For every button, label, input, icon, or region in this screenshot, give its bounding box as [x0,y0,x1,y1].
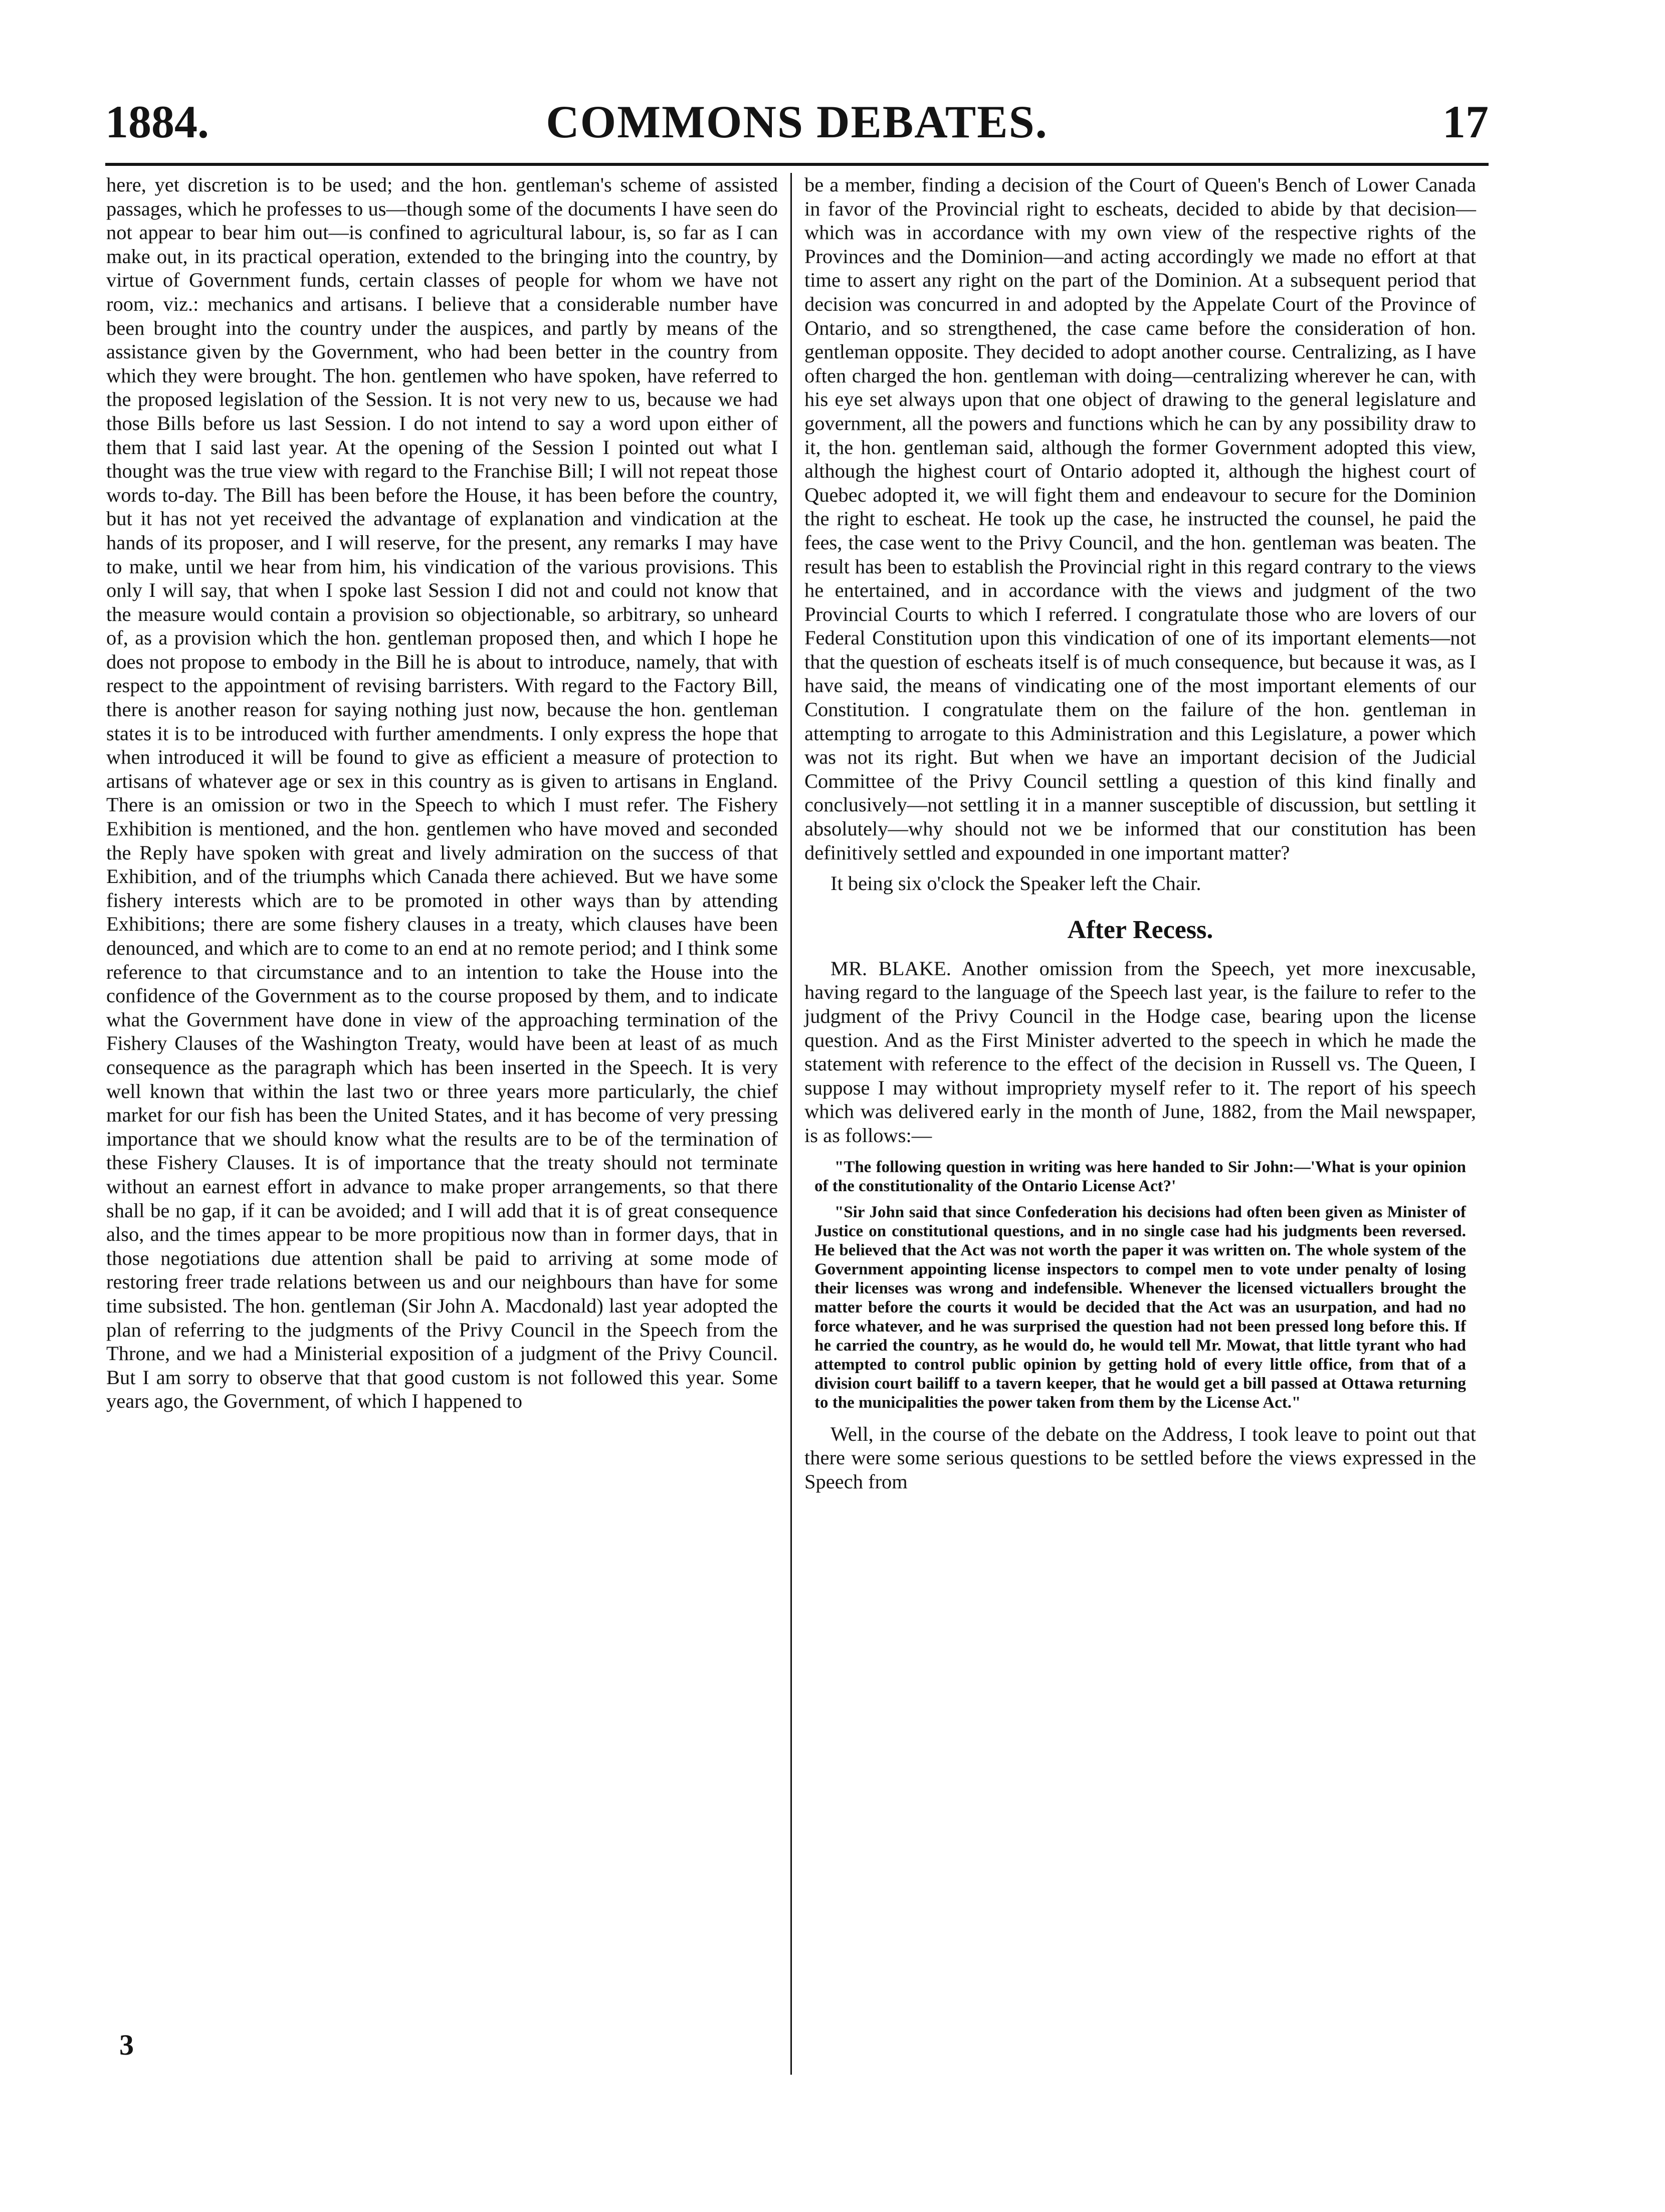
left-column [106,173,778,1413]
signature-mark: 3 [119,2029,134,2061]
page-header [105,94,1489,159]
section-heading: After Recess. [1067,915,1213,944]
paragraph-escheats: be a member, finding a decision of the Court of Queen's Bench of Lower Canada in favor of the Provincial right to escheats, decided to abide by that decision—which was in accordance with my own view of the respective rights of the Provinces and the Dominion—and acting accordingly we made no effort at that time to assert any right on the part of the Dominion. At a subsequent period that decision was concurred in and adopted by the Appelate Court of the Province of Ontario, and so strengthened, the case came before the consideration of hon. gentleman opposite. They decided to adopt another course. Centralizing, as I have often charged the hon. gentleman with doing—centralizing wherever he can, with his eye set always upon that one object of drawing to the general legislature and government, all the powers and functions which he can by any possibility draw to it, the hon. gentleman said, although the former Government adopted this view, although the highest court of Ontario adopted it, although the highest court of Quebec adopted it, we will fight them and endeavour to secure for the Dominion the right to escheat. He took up the case, he instructed the counsel, he paid the fees, the case went to the Privy Council, and the hon. gentleman was beaten. The result has been to establish the Provincial right in this regard contrary to the views he entertained, and in accordance with the views and judgment of the two Provincial Courts to which I referred. I congratulate those who are lovers of our Federal Constitution upon this vindication of one of its important elements—not that the question of escheats itself is of much consequence, but because it was, as I have said, the means of vindicating one of the most important elements of our Constitution. I congratulate them on the failure of the hon. gentleman in attempting to arrogate to this Administration and this Legislature, a power which was not its right. But when we have an important decision of the Judicial Committee of the Privy Council settling a question of this kind finally and conclusively—not settling it in a manner susceptible of discussion, but settling it absolutely—why should not we be informed that our constitution has been definitively settled and expounded in one important matter? [804,173,1476,864]
right-column [804,173,1476,1493]
quotation-block [804,1158,1476,1412]
paragraph-blake: MR. BLAKE. Another omission from the Speech, yet more inexcusable, having regard to the language of the Speech last year, is the failure to refer to the judgment of the Privy Council in the Hodge case, bearing upon the license question. And as the First Minister adverted to the speech in which he made the statement with reference to the effect of the decision in Russell vs. The Queen, I suppose I may without impropriety myself refer to it. The report of his speech which was delivered early in the month of June, 1882, from the Mail newspaper, is as follows:— [804,957,1476,1147]
spacer [814,1196,1466,1203]
paragraph-address: Well, in the course of the debate on the Address, I took leave to point out that there were some serious questions to be settled before the views expressed in the Speech from [804,1422,1476,1493]
header-year: 1884. [105,96,209,147]
quotation-question: "The following question in writing was here handed to Sir John:—'What is your opinion of the constitutionality of the Ontario License Act?' [814,1158,1466,1195]
left-column-text: here, yet discretion is to be used; and the hon. gentleman's scheme of assisted passages, which he professes to us—though some of the documents I have seen do not appear to bear him out—is confined to agricultural labour, is, so far as I can make out, in its practical operation, extended to the bringing into the country, by virtue of Government funds, certain classes of people for whom we have not room, viz.: mechanics and artisans. I believe that a considerable number have been brought into the country under the auspices, and partly by means of the assistance given by the Government, who had been better in the country from which they were brought. The hon. gentlemen who have spoken, have referred to the proposed legislation of the Session. It is not very new to us, because we had those Bills before us last Session. I do not intend to say a word upon either of them that I said last year. At the opening of the Session I pointed out what I thought was the true view with regard to the Franchise Bill; I will not repeat those words to-day. The Bill has been before the House, it has been before the country, but it has not yet received the advantage of explanation and vindication at the hands of its proposer, and I will reserve, for the present, any remarks I may have to make, until we hear from him, his vindication of the various provisions. This only I will say, that when I spoke last Session I did not and could not know that the measure would contain a provision so objectionable, so arbitrary, so unheard of, as a provision which the hon. gentleman proposed then, and which I hope he does not propose to embody in the Bill he is about to introduce, namely, that with respect to the appointment of revising barristers. With regard to the Factory Bill, there is another reason for saying nothing just now, because the hon. gentleman states it is to be introduced with further amendments. I only express the hope that when introduced it will be found to give as efficient a measure of protection to artisans of whatever age or sex in this country as is given to artisans in England. There is an omission or two in the Speech to which I must refer. The Fishery Exhibition is mentioned, and the hon. gentlemen who have moved and seconded the Reply have spoken with great and lively admiration on the success of that Exhibition, and of the triumphs which Canada there achieved. But we have some fishery interests which are to be promoted in other ways than by attending Exhibitions; there are some fishery clauses in a treaty, which clauses have been denounced, and which are to come to an end at no remote period; and I think some reference to that circumstance and to an intention to take the House into the confidence of the Government as to the course proposed by them, and to indicate what the Government have done in view of the approaching termination of the Fishery Clauses of the Washington Treaty, would have been at least of as much consequence as the paragraph which has been inserted in the Speech. It is very well known that within the last two or three years more particularly, the chief market for our fish has been the United States, and it has become of very pressing importance that we should know what the results are to be of the termination of these Fishery Clauses. It is of importance that the treaty should not terminate without an earnest effort in advance to make proper arrangements, so that there shall be no gap, if it can be avoided; and I will add that it is of great consequence also, and the times appear to be more propitious now than in former days, that in those negotiations due attention shall be paid to arriving at some mode of restoring freer trade relations between us and our neighbours than have for some time subsisted. The hon. gentleman (Sir John A. Macdonald) last year adopted the plan of referring to the judgments of the Privy Council in the Speech from the Throne, and we had a Ministerial exposition of a judgment of the Privy Council. But I am sorry to observe that that good custom is not followed this year. Some years ago, the Government, of which I happened to [106,173,778,1413]
header-rule [105,163,1489,166]
header-page-number: 17 [1442,96,1489,147]
spacer [804,864,1476,871]
column-divider [790,173,792,2075]
header-title: COMMONS DEBATES. [546,96,1048,147]
recess-note: It being six o'clock the Speaker left the Chair. [830,872,1201,895]
quotation-reply: "Sir John said that since Confederation his decisions had often been given as Minister of Justice on constitutional questions, and in no single case had his judgments been reversed. He believed that the Act was not worth the paper it was written on. The whole system of the Government appointing license inspectors to compel men to vote under penalty of losing their licenses was wrong and indefensible. Whenever the licensed victuallers brought the matter before the courts it would be decided that the Act was an usurpation, and had no force whatever, and he was surprised the question had not been pressed long before this. If he carried the country, as he would do, he would tell Mr. Mowat, that little tyrant who had attempted to control public opinion by getting hold of every little office, from that of a division court bailiff to a tavern keeper, that he would get a bill passed at Ottawa returning to the municipalities the power taken from them by the License Act." [814,1203,1466,1412]
